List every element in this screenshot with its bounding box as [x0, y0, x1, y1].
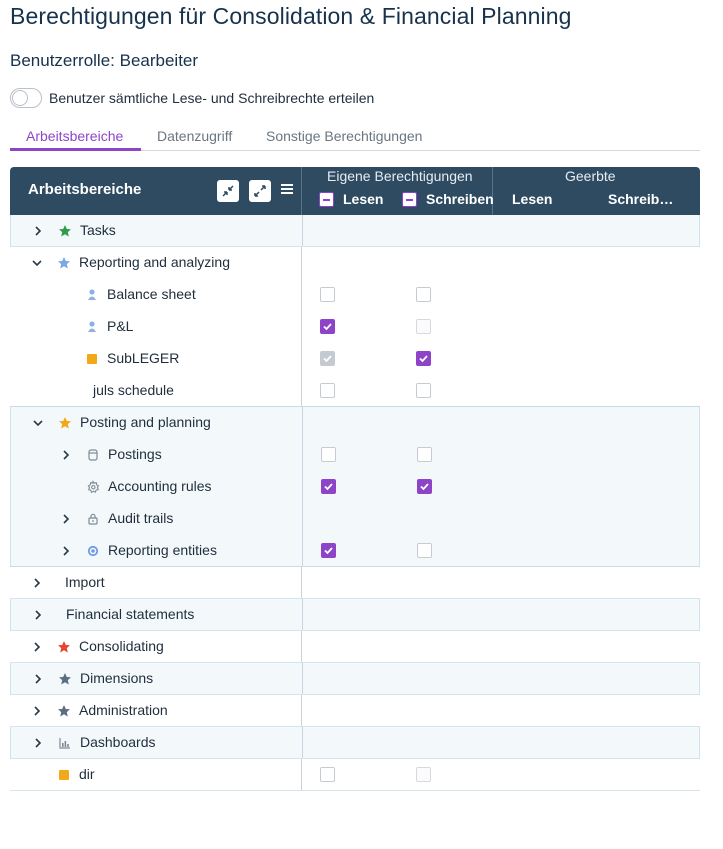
tree-row[interactable] [10, 631, 700, 663]
square-icon [57, 768, 71, 782]
column-separator [302, 471, 303, 503]
star-icon [58, 224, 72, 238]
expand-icon [254, 185, 266, 197]
chevron-right-icon[interactable] [31, 608, 45, 622]
tab-arbeitsbereiche[interactable]: Arbeitsbereiche [26, 128, 124, 144]
collapse-all-button[interactable] [217, 180, 239, 202]
column-separator [302, 407, 303, 439]
row-label: Accounting rules [108, 478, 212, 494]
column-separator [301, 759, 302, 790]
row-label: Tasks [80, 222, 116, 238]
person-icon [85, 288, 99, 302]
chevron-right-icon[interactable] [31, 736, 45, 750]
tree-row[interactable] [10, 727, 700, 759]
tree-row[interactable] [10, 567, 700, 599]
star-icon [58, 672, 72, 686]
column-separator [302, 215, 303, 246]
column-separator [301, 695, 302, 726]
write-checkbox[interactable] [416, 287, 431, 302]
grant-all-toggle-row [10, 88, 374, 108]
column-separator [302, 503, 303, 535]
check-icon [418, 353, 429, 364]
read-checkbox[interactable] [321, 543, 336, 558]
row-label: Reporting and analyzing [79, 254, 230, 270]
circle-icon [86, 544, 100, 558]
write-all-checkbox[interactable] [402, 192, 417, 207]
tree-row[interactable] [10, 375, 700, 407]
row-label: Posting and planning [80, 414, 211, 430]
row-label: Postings [108, 446, 162, 462]
read-column-header[interactable]: Lesen [343, 191, 384, 207]
read-checkbox[interactable] [320, 383, 335, 398]
database-icon [86, 448, 100, 462]
tree-row[interactable] [10, 695, 700, 727]
read-checkbox[interactable] [320, 319, 335, 334]
row-label: Administration [79, 702, 168, 718]
tab-bar [10, 124, 700, 151]
chevron-right-icon[interactable] [31, 672, 45, 686]
read-checkbox[interactable] [321, 479, 336, 494]
write-checkbox[interactable] [416, 383, 431, 398]
row-label: P&L [107, 318, 134, 334]
row-label: dir [79, 766, 95, 782]
page-title: Berechtigungen für Consolidation & Financial Planning [10, 3, 572, 29]
tree-row[interactable] [10, 279, 700, 311]
chevron-down-icon[interactable] [31, 416, 45, 430]
header-separator [301, 167, 302, 215]
gear-icon [86, 480, 100, 494]
row-label: Reporting entities [108, 542, 217, 558]
row-label: Dimensions [80, 670, 154, 686]
write-checkbox[interactable] [416, 319, 431, 334]
active-tab-indicator [10, 148, 141, 151]
row-label: Financial statements [66, 606, 195, 622]
column-separator [301, 343, 302, 375]
column-separator [301, 631, 302, 662]
grid-header [10, 167, 700, 215]
star-icon [57, 640, 71, 654]
column-separator [301, 279, 302, 311]
chevron-right-icon[interactable] [30, 640, 44, 654]
tree-row[interactable] [10, 503, 700, 535]
read-all-checkbox[interactable] [319, 192, 334, 207]
square-icon [85, 352, 99, 366]
write-checkbox[interactable] [417, 479, 432, 494]
row-label: juls schedule [93, 382, 174, 398]
row-label: Dashboards [80, 734, 156, 750]
write-checkbox[interactable] [416, 351, 431, 366]
toggle-knob [12, 90, 28, 106]
column-separator [302, 439, 303, 471]
column-separator [301, 247, 302, 279]
tree-row[interactable] [10, 663, 700, 695]
chevron-right-icon[interactable] [30, 576, 44, 590]
chart-icon [58, 736, 72, 750]
column-separator [301, 311, 302, 343]
tab-datenzugriff[interactable]: Datenzugriff [157, 128, 233, 144]
tab-sonstige-berechtigungen[interactable]: Sonstige Berechtigungen [266, 128, 423, 144]
role-label: Benutzerrolle: Bearbeiter [10, 51, 199, 70]
tree-row[interactable] [10, 439, 700, 471]
column-separator [302, 663, 303, 694]
write-column-header[interactable]: Schreiben [426, 191, 494, 207]
star-icon [58, 416, 72, 430]
column-title: Arbeitsbereiche [28, 181, 142, 198]
lock-icon [86, 512, 100, 526]
column-separator [302, 535, 303, 566]
column-separator [302, 727, 303, 758]
chevron-right-icon[interactable] [59, 512, 73, 526]
column-separator [301, 567, 302, 598]
expand-all-button[interactable] [249, 180, 271, 202]
chevron-right-icon[interactable] [59, 544, 73, 558]
read-checkbox[interactable] [320, 351, 335, 366]
permission-tree [10, 215, 700, 791]
read-checkbox[interactable] [320, 767, 335, 782]
check-icon [419, 481, 430, 492]
write-checkbox[interactable] [417, 447, 432, 462]
read-checkbox[interactable] [320, 287, 335, 302]
chevron-down-icon[interactable] [30, 256, 44, 270]
tree-row[interactable] [10, 311, 700, 343]
tree-row[interactable] [10, 407, 700, 439]
tree-row[interactable] [10, 215, 700, 247]
column-separator [302, 599, 303, 630]
row-label: Audit trails [108, 510, 174, 526]
own-permissions-group: Eigene Berechtigungen [327, 168, 473, 184]
grant-all-toggle[interactable] [10, 88, 42, 108]
column-separator [301, 375, 302, 406]
row-label: SubLEGER [107, 350, 180, 366]
tree-row[interactable] [10, 247, 700, 279]
star-icon [57, 256, 71, 270]
check-icon [322, 353, 333, 364]
tree-row[interactable] [10, 471, 700, 503]
inherited-read-column-header[interactable]: Lesen [512, 191, 553, 207]
row-label: Balance sheet [107, 286, 196, 302]
chevron-right-icon[interactable] [30, 704, 44, 718]
person-icon [85, 320, 99, 334]
grant-all-label: Benutzer sämtliche Lese- und Schreibrechte erteilen [49, 90, 375, 106]
read-checkbox[interactable] [321, 447, 336, 462]
row-label: Consolidating [79, 638, 164, 654]
row-label: Import [65, 574, 105, 590]
tree-row[interactable] [10, 599, 700, 631]
inherited-permissions-group: Geerbte [565, 168, 616, 184]
tree-row[interactable] [10, 759, 700, 791]
column-menu-icon[interactable] [281, 184, 293, 196]
check-icon [322, 321, 333, 332]
chevron-right-icon[interactable] [59, 448, 73, 462]
tree-row[interactable] [10, 343, 700, 375]
inherited-write-column-header[interactable]: Schreib… [608, 191, 674, 207]
check-icon [323, 545, 334, 556]
star-icon [57, 704, 71, 718]
write-checkbox[interactable] [417, 543, 432, 558]
tree-row[interactable] [10, 535, 700, 567]
write-checkbox[interactable] [416, 767, 431, 782]
check-icon [323, 481, 334, 492]
chevron-right-icon[interactable] [31, 224, 45, 238]
collapse-icon [222, 185, 234, 197]
